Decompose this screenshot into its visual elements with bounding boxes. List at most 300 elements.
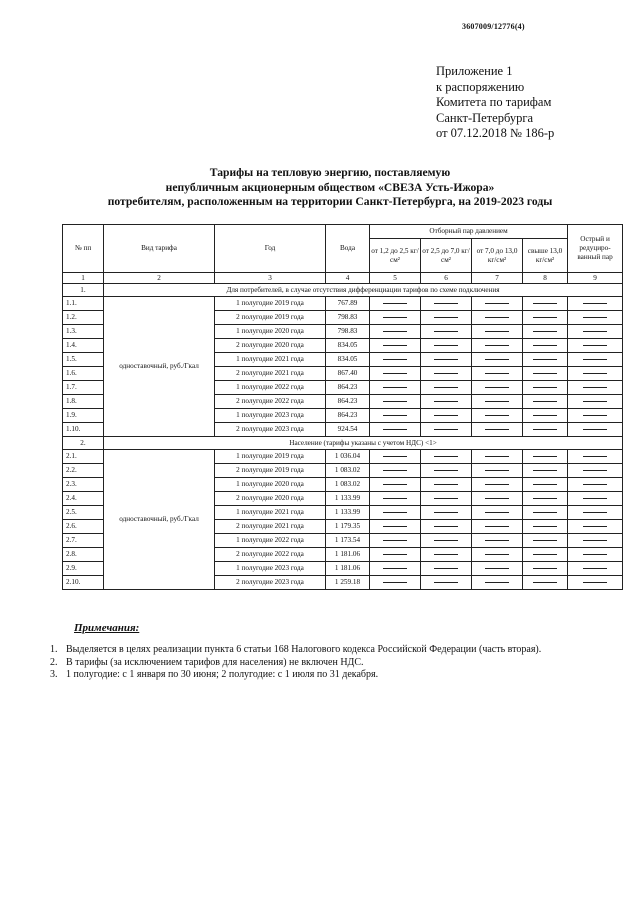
empty-tariff-cell <box>421 548 472 562</box>
empty-tariff-cell <box>472 339 523 353</box>
row-number: 2.7. <box>63 534 104 548</box>
col-number: 6 <box>421 273 472 284</box>
empty-tariff-cell <box>370 325 421 339</box>
title-line: потребителям, расположенным на территории Санкт-Петербурга, на 2019-2023 годы <box>107 195 553 208</box>
empty-tariff-cell <box>568 478 623 492</box>
water-tariff-value: 1 083.02 <box>326 464 370 478</box>
empty-tariff-cell <box>568 311 623 325</box>
header-pressure-1: от 1,2 до 2,5 кг/см² <box>370 239 421 273</box>
empty-tariff-cell <box>472 325 523 339</box>
dash-mark <box>583 415 607 416</box>
document-title <box>30 166 630 210</box>
header-water: Вода <box>326 225 370 273</box>
dash-mark <box>533 568 557 569</box>
dash-mark <box>533 470 557 471</box>
table-row <box>63 450 623 464</box>
dash-mark <box>583 512 607 513</box>
dash-mark <box>583 540 607 541</box>
row-number: 1.1. <box>63 297 104 311</box>
period-cell: 1 полугодие 2021 года <box>215 506 326 520</box>
period-cell: 2 полугодие 2019 года <box>215 311 326 325</box>
row-number: 2.10. <box>63 576 104 590</box>
dash-mark <box>533 373 557 374</box>
dash-mark <box>485 512 509 513</box>
col-number: 2 <box>104 273 215 284</box>
dash-mark <box>434 484 458 485</box>
dash-mark <box>434 317 458 318</box>
dash-mark <box>434 359 458 360</box>
empty-tariff-cell <box>421 325 472 339</box>
col-number: 4 <box>326 273 370 284</box>
empty-tariff-cell <box>472 381 523 395</box>
empty-tariff-cell <box>472 464 523 478</box>
water-tariff-value: 1 133.99 <box>326 506 370 520</box>
period-cell: 2 полугодие 2021 года <box>215 367 326 381</box>
empty-tariff-cell <box>421 478 472 492</box>
empty-tariff-cell <box>523 311 568 325</box>
dash-mark <box>434 331 458 332</box>
period-cell: 1 полугодие 2019 года <box>215 297 326 311</box>
empty-tariff-cell <box>523 353 568 367</box>
row-number: 2.2. <box>63 464 104 478</box>
water-tariff-value: 1 173.54 <box>326 534 370 548</box>
dash-mark <box>485 317 509 318</box>
appendix-line: Приложение 1 <box>436 64 513 78</box>
dash-mark <box>485 345 509 346</box>
dash-mark <box>533 512 557 513</box>
water-tariff-value: 1 259.18 <box>326 576 370 590</box>
dash-mark <box>434 429 458 430</box>
dash-mark <box>485 568 509 569</box>
empty-tariff-cell <box>370 520 421 534</box>
empty-tariff-cell <box>370 409 421 423</box>
period-cell: 2 полугодие 2021 года <box>215 520 326 534</box>
dash-mark <box>434 470 458 471</box>
dash-mark <box>383 415 407 416</box>
dash-mark <box>383 317 407 318</box>
empty-tariff-cell <box>370 423 421 437</box>
col-number: 5 <box>370 273 421 284</box>
water-tariff-value: 864.23 <box>326 409 370 423</box>
dash-mark <box>434 415 458 416</box>
dash-mark <box>434 554 458 555</box>
header-year: Год <box>215 225 326 273</box>
empty-tariff-cell <box>421 576 472 590</box>
empty-tariff-cell <box>421 450 472 464</box>
col-number: 7 <box>472 273 523 284</box>
empty-tariff-cell <box>472 353 523 367</box>
dash-mark <box>583 387 607 388</box>
tariff-type-cell: одноставочный, руб./Гкал <box>104 450 215 590</box>
header-sharp-steam: Острый и редуциро-ванный пар <box>568 225 623 273</box>
empty-tariff-cell <box>523 548 568 562</box>
empty-tariff-cell <box>523 297 568 311</box>
dash-mark <box>383 498 407 499</box>
period-cell: 2 полугодие 2020 года <box>215 492 326 506</box>
empty-tariff-cell <box>370 311 421 325</box>
dash-mark <box>533 554 557 555</box>
dash-mark <box>434 401 458 402</box>
empty-tariff-cell <box>523 562 568 576</box>
dash-mark <box>434 345 458 346</box>
dash-mark <box>533 429 557 430</box>
empty-tariff-cell <box>568 381 623 395</box>
empty-tariff-cell <box>568 450 623 464</box>
appendix-line: к распоряжению <box>436 79 525 94</box>
period-cell: 2 полугодие 2020 года <box>215 339 326 353</box>
group-label: Для потребителей, в случае отсутствия дифференциации тарифов по схеме подключения <box>104 284 623 297</box>
period-cell: 2 полугодие 2023 года <box>215 576 326 590</box>
dash-mark <box>383 540 407 541</box>
water-tariff-value: 1 181.06 <box>326 562 370 576</box>
empty-tariff-cell <box>568 325 623 339</box>
empty-tariff-cell <box>472 297 523 311</box>
water-tariff-value: 834.05 <box>326 353 370 367</box>
dash-mark <box>434 512 458 513</box>
dash-mark <box>434 303 458 304</box>
dash-mark <box>383 484 407 485</box>
appendix-line: Санкт-Петербурга <box>436 110 534 125</box>
period-cell: 1 полугодие 2023 года <box>215 562 326 576</box>
water-tariff-value: 798.83 <box>326 311 370 325</box>
dash-mark <box>533 303 557 304</box>
empty-tariff-cell <box>370 492 421 506</box>
empty-tariff-cell <box>421 409 472 423</box>
empty-tariff-cell <box>523 576 568 590</box>
empty-tariff-cell <box>472 367 523 381</box>
dash-mark <box>583 317 607 318</box>
empty-tariff-cell <box>523 506 568 520</box>
dash-mark <box>583 331 607 332</box>
row-number: 1.8. <box>63 395 104 409</box>
water-tariff-value: 867.40 <box>326 367 370 381</box>
note-text: В тарифы (за исключением тарифов для населения) не включен НДС. <box>66 656 364 668</box>
empty-tariff-cell <box>370 367 421 381</box>
dash-mark <box>434 498 458 499</box>
col-number: 1 <box>63 273 104 284</box>
dash-mark <box>383 456 407 457</box>
note-item <box>50 644 630 657</box>
appendix-line: от 07.12.2018 № 186-р <box>436 126 555 140</box>
period-cell: 1 полугодие 2022 года <box>215 381 326 395</box>
header-tariff-type: Вид тарифа <box>104 225 215 273</box>
empty-tariff-cell <box>472 534 523 548</box>
dash-mark <box>383 303 407 304</box>
dash-mark <box>434 373 458 374</box>
empty-tariff-cell <box>370 353 421 367</box>
empty-tariff-cell <box>523 381 568 395</box>
empty-tariff-cell <box>421 562 472 576</box>
appendix-line: Комитета по тарифам <box>436 95 552 109</box>
dash-mark <box>583 345 607 346</box>
empty-tariff-cell <box>568 548 623 562</box>
tariff-type-cell: одноставочный, руб./Гкал <box>104 297 215 437</box>
dash-mark <box>583 498 607 499</box>
empty-tariff-cell <box>472 450 523 464</box>
header-pressure-3: от 7,0 до 13,0 кг/см² <box>472 239 523 273</box>
empty-tariff-cell <box>421 423 472 437</box>
empty-tariff-cell <box>568 576 623 590</box>
water-tariff-value: 1 036.04 <box>326 450 370 464</box>
empty-tariff-cell <box>421 311 472 325</box>
note-text: Выделяется в целях реализации пункта 6 статьи 168 Налогового кодекса Российской Федерации (часть вторая). <box>66 644 542 655</box>
dash-mark <box>434 540 458 541</box>
dash-mark <box>434 582 458 583</box>
dash-mark <box>583 470 607 471</box>
dash-mark <box>485 303 509 304</box>
dash-mark <box>583 484 607 485</box>
col-number: 3 <box>215 273 326 284</box>
dash-mark <box>533 401 557 402</box>
water-tariff-value: 1 133.99 <box>326 492 370 506</box>
row-number: 1.5. <box>63 353 104 367</box>
water-tariff-value: 864.23 <box>326 395 370 409</box>
group-row <box>63 284 623 297</box>
water-tariff-value: 864.23 <box>326 381 370 395</box>
dash-mark <box>533 387 557 388</box>
empty-tariff-cell <box>523 339 568 353</box>
row-number: 2.9. <box>63 562 104 576</box>
empty-tariff-cell <box>472 478 523 492</box>
empty-tariff-cell <box>421 534 472 548</box>
row-number: 2.8. <box>63 548 104 562</box>
dash-mark <box>485 401 509 402</box>
dash-mark <box>383 582 407 583</box>
dash-mark <box>583 373 607 374</box>
row-number: 2.5. <box>63 506 104 520</box>
title-line: Тарифы на тепловую энергию, поставляемую <box>209 166 451 179</box>
dash-mark <box>485 373 509 374</box>
notes-list <box>50 644 630 682</box>
dash-mark <box>485 554 509 555</box>
empty-tariff-cell <box>421 367 472 381</box>
dash-mark <box>485 540 509 541</box>
group-label: Население (тарифы указаны с учетом НДС) <1> <box>104 437 623 450</box>
title-line: непубличным акционерным обществом «СВЕЗА Усть-Ижора» <box>165 180 495 194</box>
dash-mark <box>583 401 607 402</box>
empty-tariff-cell <box>523 464 568 478</box>
header-num: № пп <box>63 225 104 273</box>
dash-mark <box>383 359 407 360</box>
col-number: 9 <box>568 273 623 284</box>
dash-mark <box>383 331 407 332</box>
empty-tariff-cell <box>421 506 472 520</box>
dash-mark <box>485 387 509 388</box>
empty-tariff-cell <box>472 423 523 437</box>
empty-tariff-cell <box>472 492 523 506</box>
empty-tariff-cell <box>568 367 623 381</box>
dash-mark <box>485 429 509 430</box>
water-tariff-value: 798.83 <box>326 325 370 339</box>
dash-mark <box>533 359 557 360</box>
dash-mark <box>434 456 458 457</box>
empty-tariff-cell <box>421 492 472 506</box>
empty-tariff-cell <box>370 562 421 576</box>
water-tariff-value: 1 083.02 <box>326 478 370 492</box>
empty-tariff-cell <box>568 297 623 311</box>
note-number: 3. <box>50 669 58 680</box>
header-pressure-4: свыше 13,0 кг/см² <box>523 239 568 273</box>
water-tariff-value: 1 181.06 <box>326 548 370 562</box>
empty-tariff-cell <box>568 492 623 506</box>
header-pressure-2: от 2,5 до 7,0 кг/см² <box>421 239 472 273</box>
period-cell: 1 полугодие 2023 года <box>215 409 326 423</box>
table-row <box>63 297 623 311</box>
water-tariff-value: 924.54 <box>326 423 370 437</box>
period-cell: 1 полугодие 2021 года <box>215 353 326 367</box>
empty-tariff-cell <box>421 464 472 478</box>
dash-mark <box>533 345 557 346</box>
empty-tariff-cell <box>568 353 623 367</box>
row-number: 2.3. <box>63 478 104 492</box>
empty-tariff-cell <box>472 311 523 325</box>
dash-mark <box>383 554 407 555</box>
row-number: 1.6. <box>63 367 104 381</box>
period-cell: 1 полугодие 2019 года <box>215 450 326 464</box>
empty-tariff-cell <box>472 562 523 576</box>
empty-tariff-cell <box>472 548 523 562</box>
row-number: 2.1. <box>63 450 104 464</box>
empty-tariff-cell <box>523 325 568 339</box>
dash-mark <box>434 526 458 527</box>
dash-mark <box>383 526 407 527</box>
empty-tariff-cell <box>370 381 421 395</box>
empty-tariff-cell <box>523 423 568 437</box>
empty-tariff-cell <box>370 450 421 464</box>
empty-tariff-cell <box>523 409 568 423</box>
row-number: 2.4. <box>63 492 104 506</box>
empty-tariff-cell <box>370 576 421 590</box>
dash-mark <box>583 456 607 457</box>
empty-tariff-cell <box>421 339 472 353</box>
dash-mark <box>485 415 509 416</box>
dash-mark <box>583 429 607 430</box>
empty-tariff-cell <box>523 520 568 534</box>
empty-tariff-cell <box>568 423 623 437</box>
dash-mark <box>383 387 407 388</box>
notes-title: Примечания: <box>74 622 140 634</box>
row-number: 1.4. <box>63 339 104 353</box>
dash-mark <box>533 317 557 318</box>
empty-tariff-cell <box>421 520 472 534</box>
empty-tariff-cell <box>472 409 523 423</box>
dash-mark <box>533 484 557 485</box>
empty-tariff-cell <box>370 534 421 548</box>
group-row <box>63 437 623 450</box>
empty-tariff-cell <box>370 395 421 409</box>
empty-tariff-cell <box>568 520 623 534</box>
empty-tariff-cell <box>421 381 472 395</box>
row-number: 1.2. <box>63 311 104 325</box>
empty-tariff-cell <box>472 520 523 534</box>
col-number: 8 <box>523 273 568 284</box>
period-cell: 2 полугодие 2023 года <box>215 423 326 437</box>
empty-tariff-cell <box>472 576 523 590</box>
note-number: 2. <box>50 656 58 668</box>
dash-mark <box>485 456 509 457</box>
dash-mark <box>434 387 458 388</box>
empty-tariff-cell <box>568 562 623 576</box>
period-cell: 2 полугодие 2022 года <box>215 548 326 562</box>
empty-tariff-cell <box>523 534 568 548</box>
tariff-table <box>62 224 623 590</box>
dash-mark <box>533 540 557 541</box>
row-number: 1.10. <box>63 423 104 437</box>
dash-mark <box>383 345 407 346</box>
empty-tariff-cell <box>523 367 568 381</box>
dash-mark <box>583 582 607 583</box>
note-text: 1 полугодие: с 1 января по 30 июня; 2 полугодие: с 1 июля по 31 декабря. <box>66 669 379 680</box>
group-number: 1. <box>63 284 104 297</box>
row-number: 1.7. <box>63 381 104 395</box>
empty-tariff-cell <box>370 339 421 353</box>
empty-tariff-cell <box>568 506 623 520</box>
dash-mark <box>533 582 557 583</box>
dash-mark <box>485 470 509 471</box>
dash-mark <box>485 331 509 332</box>
dash-mark <box>485 582 509 583</box>
dash-mark <box>485 484 509 485</box>
period-cell: 1 полугодие 2022 года <box>215 534 326 548</box>
dash-mark <box>383 568 407 569</box>
row-number: 1.3. <box>63 325 104 339</box>
empty-tariff-cell <box>568 409 623 423</box>
empty-tariff-cell <box>523 492 568 506</box>
dash-mark <box>485 526 509 527</box>
dash-mark <box>583 554 607 555</box>
note-item <box>50 669 630 682</box>
water-tariff-value: 767.89 <box>326 297 370 311</box>
dash-mark <box>533 415 557 416</box>
appendix-block <box>436 64 626 142</box>
empty-tariff-cell <box>568 464 623 478</box>
note-number: 1. <box>50 644 58 655</box>
row-number: 1.9. <box>63 409 104 423</box>
dash-mark <box>583 303 607 304</box>
dash-mark <box>383 512 407 513</box>
empty-tariff-cell <box>523 395 568 409</box>
dash-mark <box>485 498 509 499</box>
empty-tariff-cell <box>370 548 421 562</box>
empty-tariff-cell <box>370 464 421 478</box>
empty-tariff-cell <box>523 450 568 464</box>
dash-mark <box>485 359 509 360</box>
empty-tariff-cell <box>370 297 421 311</box>
water-tariff-value: 834.05 <box>326 339 370 353</box>
empty-tariff-cell <box>421 395 472 409</box>
period-cell: 2 полугодие 2019 года <box>215 464 326 478</box>
water-tariff-value: 1 179.35 <box>326 520 370 534</box>
note-item <box>50 657 630 670</box>
empty-tariff-cell <box>472 395 523 409</box>
empty-tariff-cell <box>370 506 421 520</box>
dash-mark <box>533 331 557 332</box>
empty-tariff-cell <box>568 534 623 548</box>
dash-mark <box>383 401 407 402</box>
dash-mark <box>583 568 607 569</box>
dash-mark <box>533 498 557 499</box>
row-number: 2.6. <box>63 520 104 534</box>
empty-tariff-cell <box>568 395 623 409</box>
document-number: 3607009/12776(4) <box>462 22 525 31</box>
header-steam-group: Отборный пар давлением <box>370 225 568 239</box>
period-cell: 1 полугодие 2020 года <box>215 478 326 492</box>
dash-mark <box>583 526 607 527</box>
dash-mark <box>583 359 607 360</box>
empty-tariff-cell <box>523 478 568 492</box>
dash-mark <box>383 470 407 471</box>
empty-tariff-cell <box>472 506 523 520</box>
